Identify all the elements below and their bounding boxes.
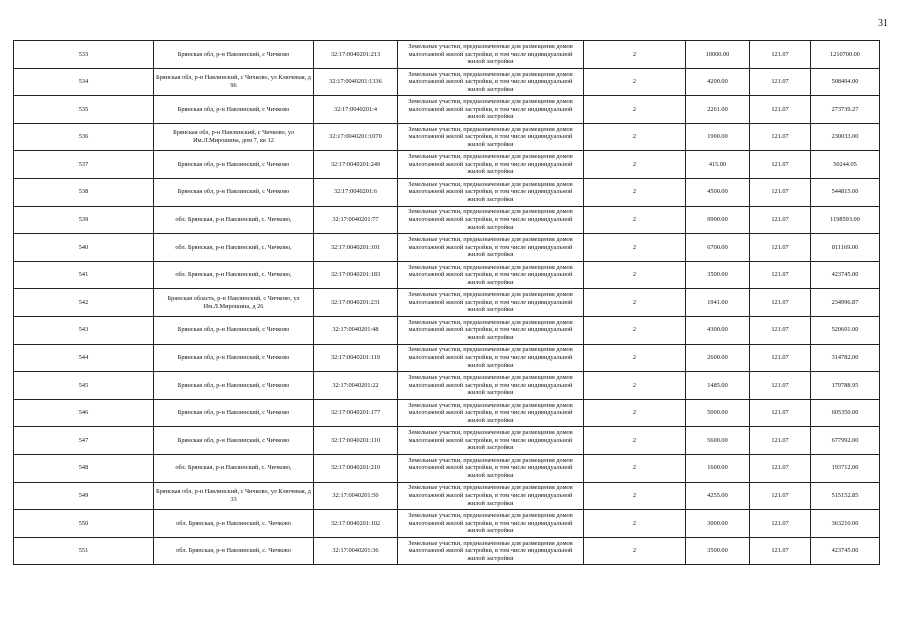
address-cell: Брянская обл, р-н Навлинский, с Чичково, ул Ключевая, д 33	[154, 482, 314, 510]
specific-value-cell: 121.07	[750, 123, 811, 151]
land-purpose-cell: Земельные участки, предназначенные для размещения домов малоэтажной жилой застройки, в том числе индивидуальной жилой застройки	[398, 206, 584, 234]
page-number: 31	[878, 18, 888, 29]
cadastral-value-cell: 1210700.00	[811, 41, 880, 69]
specific-value-cell: 121.07	[750, 344, 811, 372]
area-cell: 5000.00	[686, 399, 750, 427]
table-row	[14, 289, 880, 317]
table-row	[14, 372, 880, 400]
land-purpose-cell: Земельные участки, предназначенные для размещения домов малоэтажной жилой застройки, в том числе индивидуальной жилой застройки	[398, 399, 584, 427]
address-cell: обл. Брянская, р-н Навлинский, с. Чичково,	[154, 206, 314, 234]
cadastral-number-cell: 32:17:0040201:101	[314, 234, 398, 262]
register-body	[14, 41, 880, 565]
land-plot-register-table	[13, 40, 880, 565]
area-cell: 1485.00	[686, 372, 750, 400]
cadastral-number-cell: 32:17:0040201:6	[314, 178, 398, 206]
address-cell: Брянская обл, р-н Навлинский, с Чичково, ул Им.Л.Мирошина, дом 7, кв 12	[154, 123, 314, 151]
cadastral-number-cell: 32:17:0040201:213	[314, 41, 398, 69]
area-cell: 2600.00	[686, 344, 750, 372]
row-number-cell: 549	[14, 482, 154, 510]
cadastral-number-cell: 32:17:0040201:1070	[314, 123, 398, 151]
table-row	[14, 427, 880, 455]
address-cell: обл. Брянская, р-н Навлинский, с. Чичково,	[154, 454, 314, 482]
address-cell: Брянская обл, р-н Навлинский, с Чичково	[154, 316, 314, 344]
specific-value-cell: 121.07	[750, 372, 811, 400]
specific-value-cell: 121.07	[750, 427, 811, 455]
land-purpose-cell: Земельные участки, предназначенные для размещения домов малоэтажной жилой застройки, в том числе индивидуальной жилой застройки	[398, 289, 584, 317]
group-number-cell: 2	[584, 123, 686, 151]
specific-value-cell: 121.07	[750, 454, 811, 482]
land-purpose-cell: Земельные участки, предназначенные для размещения домов малоэтажной жилой застройки, в том числе индивидуальной жилой застройки	[398, 344, 584, 372]
cadastral-value-cell: 314782.00	[811, 344, 880, 372]
address-cell: обл. Брянская, р-н Навлинский, с. Чичково	[154, 537, 314, 565]
cadastral-number-cell: 32:17:0040201:119	[314, 344, 398, 372]
group-number-cell: 2	[584, 289, 686, 317]
specific-value-cell: 121.07	[750, 68, 811, 96]
specific-value-cell: 121.07	[750, 482, 811, 510]
row-number-cell: 543	[14, 316, 154, 344]
row-number-cell: 546	[14, 399, 154, 427]
cadastral-number-cell: 32:17:0040201:177	[314, 399, 398, 427]
area-cell: 1600.00	[686, 454, 750, 482]
area-cell: 4300.00	[686, 316, 750, 344]
table-row	[14, 344, 880, 372]
area-cell: 3500.00	[686, 537, 750, 565]
land-purpose-cell: Земельные участки, предназначенные для размещения домов малоэтажной жилой застройки, в том числе индивидуальной жилой застройки	[398, 537, 584, 565]
table-row	[14, 316, 880, 344]
area-cell: 3000.00	[686, 510, 750, 538]
group-number-cell: 2	[584, 206, 686, 234]
land-purpose-cell: Земельные участки, предназначенные для размещения домов малоэтажной жилой застройки, в том числе индивидуальной жилой застройки	[398, 510, 584, 538]
area-cell: 10000.00	[686, 41, 750, 69]
area-cell: 4200.00	[686, 68, 750, 96]
table-row	[14, 234, 880, 262]
cadastral-number-cell: 32:17:0040201:22	[314, 372, 398, 400]
row-number-cell: 548	[14, 454, 154, 482]
land-purpose-cell: Земельные участки, предназначенные для размещения домов малоэтажной жилой застройки, в том числе индивидуальной жилой застройки	[398, 427, 584, 455]
specific-value-cell: 121.07	[750, 178, 811, 206]
cadastral-value-cell: 515152.85	[811, 482, 880, 510]
row-number-cell: 544	[14, 344, 154, 372]
row-number-cell: 535	[14, 96, 154, 124]
area-cell: 3500.00	[686, 261, 750, 289]
table-row	[14, 178, 880, 206]
area-cell: 1941.00	[686, 289, 750, 317]
address-cell: Брянская обл, р-н Навлинский, с Чичково	[154, 151, 314, 179]
row-number-cell: 547	[14, 427, 154, 455]
row-number-cell: 540	[14, 234, 154, 262]
land-purpose-cell: Земельные участки, предназначенные для размещения домов малоэтажной жилой застройки, в том числе индивидуальной жилой застройки	[398, 482, 584, 510]
specific-value-cell: 121.07	[750, 41, 811, 69]
group-number-cell: 2	[584, 68, 686, 96]
cadastral-number-cell: 32:17:0040201:110	[314, 427, 398, 455]
table-row	[14, 96, 880, 124]
cadastral-number-cell: 32:17:0040201:4	[314, 96, 398, 124]
group-number-cell: 2	[584, 372, 686, 400]
table-row	[14, 68, 880, 96]
cadastral-value-cell: 423745.00	[811, 261, 880, 289]
address-cell: обл. Брянская, р-н Навлинский, с. Чичково	[154, 510, 314, 538]
land-purpose-cell: Земельные участки, предназначенные для размещения домов малоэтажной жилой застройки, в том числе индивидуальной жилой застройки	[398, 372, 584, 400]
cadastral-value-cell: 811169.00	[811, 234, 880, 262]
group-number-cell: 2	[584, 399, 686, 427]
cadastral-value-cell: 520601.00	[811, 316, 880, 344]
cadastral-value-cell: 363210.00	[811, 510, 880, 538]
cadastral-value-cell: 179788.95	[811, 372, 880, 400]
address-cell: Брянская обл, р-н Навлинский, с Чичково	[154, 399, 314, 427]
table-row	[14, 41, 880, 69]
group-number-cell: 2	[584, 261, 686, 289]
specific-value-cell: 121.07	[750, 510, 811, 538]
land-purpose-cell: Земельные участки, предназначенные для размещения домов малоэтажной жилой застройки, в том числе индивидуальной жилой застройки	[398, 41, 584, 69]
specific-value-cell: 121.07	[750, 234, 811, 262]
land-purpose-cell: Земельные участки, предназначенные для размещения домов малоэтажной жилой застройки, в том числе индивидуальной жилой застройки	[398, 151, 584, 179]
area-cell: 4500.00	[686, 178, 750, 206]
group-number-cell: 2	[584, 178, 686, 206]
row-number-cell: 533	[14, 41, 154, 69]
land-purpose-cell: Земельные участки, предназначенные для размещения домов малоэтажной жилой застройки, в том числе индивидуальной жилой застройки	[398, 234, 584, 262]
specific-value-cell: 121.07	[750, 261, 811, 289]
cadastral-value-cell: 508494.00	[811, 68, 880, 96]
address-cell: обл. Брянская, р-н Навлинский, с. Чичково,	[154, 261, 314, 289]
group-number-cell: 2	[584, 482, 686, 510]
address-cell: Брянская обл, р-н Навлинский, с Чичково	[154, 41, 314, 69]
row-number-cell: 538	[14, 178, 154, 206]
land-purpose-cell: Земельные участки, предназначенные для размещения домов малоэтажной жилой застройки, в том числе индивидуальной жилой застройки	[398, 261, 584, 289]
cadastral-value-cell: 1198593.00	[811, 206, 880, 234]
table-row	[14, 206, 880, 234]
cadastral-number-cell: 32:17:0040201:231	[314, 289, 398, 317]
row-number-cell: 536	[14, 123, 154, 151]
row-number-cell: 539	[14, 206, 154, 234]
specific-value-cell: 121.07	[750, 151, 811, 179]
address-cell: Брянская обл, р-н Навлинский, с Чичково, ул Ключевая, д 96	[154, 68, 314, 96]
cadastral-number-cell: 32:17:0040201:48	[314, 316, 398, 344]
row-number-cell: 541	[14, 261, 154, 289]
land-purpose-cell: Земельные участки, предназначенные для размещения домов малоэтажной жилой застройки, в том числе индивидуальной жилой застройки	[398, 454, 584, 482]
specific-value-cell: 121.07	[750, 316, 811, 344]
specific-value-cell: 121.07	[750, 206, 811, 234]
row-number-cell: 550	[14, 510, 154, 538]
group-number-cell: 2	[584, 234, 686, 262]
cadastral-number-cell: 32:17:0040201:77	[314, 206, 398, 234]
specific-value-cell: 121.07	[750, 537, 811, 565]
cadastral-number-cell: 32:17:0040201:36	[314, 537, 398, 565]
land-purpose-cell: Земельные участки, предназначенные для размещения домов малоэтажной жилой застройки, в том числе индивидуальной жилой застройки	[398, 123, 584, 151]
specific-value-cell: 121.07	[750, 399, 811, 427]
address-cell: Брянская обл, р-н Навлинский, с Чичково	[154, 96, 314, 124]
area-cell: 9900.00	[686, 206, 750, 234]
land-purpose-cell: Земельные участки, предназначенные для размещения домов малоэтажной жилой застройки, в том числе индивидуальной жилой застройки	[398, 316, 584, 344]
cadastral-value-cell: 544815.00	[811, 178, 880, 206]
row-number-cell: 545	[14, 372, 154, 400]
table-row	[14, 151, 880, 179]
cadastral-number-cell: 32:17:0040201:249	[314, 151, 398, 179]
area-cell: 415.00	[686, 151, 750, 179]
land-purpose-cell: Земельные участки, предназначенные для размещения домов малоэтажной жилой застройки, в том числе индивидуальной жилой застройки	[398, 178, 584, 206]
row-number-cell: 537	[14, 151, 154, 179]
cadastral-value-cell: 230033.00	[811, 123, 880, 151]
cadastral-number-cell: 32:17:0040201:1336	[314, 68, 398, 96]
area-cell: 5600.00	[686, 427, 750, 455]
row-number-cell: 551	[14, 537, 154, 565]
address-cell: обл. Брянская, р-н Навлинский, с. Чичково,	[154, 234, 314, 262]
group-number-cell: 2	[584, 510, 686, 538]
land-purpose-cell: Земельные участки, предназначенные для размещения домов малоэтажной жилой застройки, в том числе индивидуальной жилой застройки	[398, 68, 584, 96]
cadastral-value-cell: 605350.00	[811, 399, 880, 427]
group-number-cell: 2	[584, 316, 686, 344]
address-cell: Брянская обл, р-н Навлинский, с Чичково	[154, 427, 314, 455]
address-cell: Брянская обл, р-н Навлинский, с Чичково	[154, 344, 314, 372]
cadastral-value-cell: 50244.05	[811, 151, 880, 179]
cadastral-value-cell: 677992.00	[811, 427, 880, 455]
land-purpose-cell: Земельные участки, предназначенные для размещения домов малоэтажной жилой застройки, в том числе индивидуальной жилой застройки	[398, 96, 584, 124]
specific-value-cell: 121.07	[750, 96, 811, 124]
cadastral-number-cell: 32:17:0040201:210	[314, 454, 398, 482]
table-row	[14, 123, 880, 151]
group-number-cell: 2	[584, 151, 686, 179]
cadastral-value-cell: 423745.00	[811, 537, 880, 565]
table-row	[14, 537, 880, 565]
address-cell: Брянская обл, р-н Навлинский, с Чичково	[154, 178, 314, 206]
table-row	[14, 482, 880, 510]
specific-value-cell: 121.07	[750, 289, 811, 317]
table-row	[14, 261, 880, 289]
row-number-cell: 534	[14, 68, 154, 96]
group-number-cell: 2	[584, 96, 686, 124]
group-number-cell: 2	[584, 344, 686, 372]
cadastral-value-cell: 193712.00	[811, 454, 880, 482]
row-number-cell: 542	[14, 289, 154, 317]
table-row	[14, 454, 880, 482]
table-row	[14, 399, 880, 427]
group-number-cell: 2	[584, 454, 686, 482]
cadastral-number-cell: 32:17:0040201:50	[314, 482, 398, 510]
area-cell: 4255.00	[686, 482, 750, 510]
cadastral-number-cell: 32:17:0040201:102	[314, 510, 398, 538]
group-number-cell: 2	[584, 41, 686, 69]
table-row	[14, 510, 880, 538]
cadastral-value-cell: 234996.87	[811, 289, 880, 317]
address-cell: Брянская область, р-н Навлинский, с Чичково, ул Им.Л.Мирошина, д 26	[154, 289, 314, 317]
area-cell: 6700.00	[686, 234, 750, 262]
area-cell: 2261.00	[686, 96, 750, 124]
group-number-cell: 2	[584, 427, 686, 455]
group-number-cell: 2	[584, 537, 686, 565]
area-cell: 1900.00	[686, 123, 750, 151]
address-cell: Брянская обл, р-н Навлинский, с Чичково	[154, 372, 314, 400]
cadastral-value-cell: 273739.27	[811, 96, 880, 124]
cadastral-number-cell: 32:17:0040201:183	[314, 261, 398, 289]
